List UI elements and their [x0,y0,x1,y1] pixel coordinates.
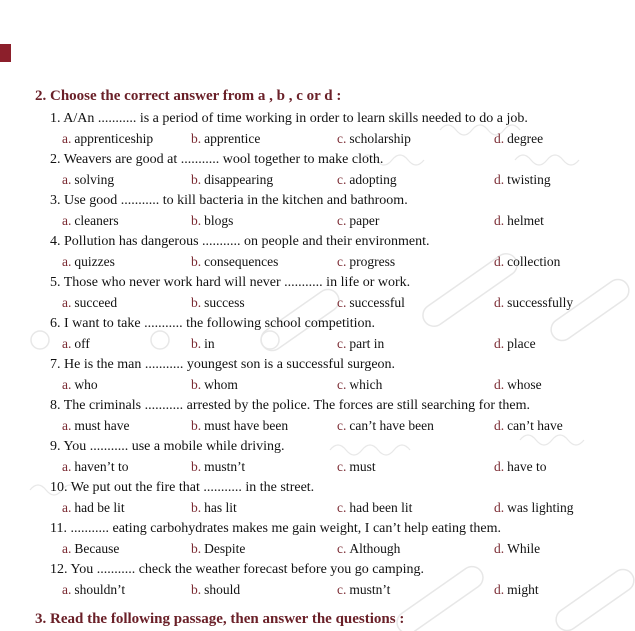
option-letter: a. [62,582,72,597]
option-text: apprentice [204,131,261,146]
option-letter: c. [337,254,347,269]
question-12: 12. You ........... check the weather forecast before you go camping. [50,562,425,577]
option-letter: a. [62,254,72,269]
question-9-option-d[interactable] [494,459,547,475]
option-text: was lighting [507,500,574,515]
option-letter: a. [62,459,72,474]
option-text: shouldn’t [74,582,126,597]
question-2: 2. Weavers are good at ........... wool together to make cloth. [50,152,384,167]
question-9-option-c[interactable] [337,459,376,475]
question-9-option-b[interactable] [191,459,245,475]
option-letter: a. [62,213,72,228]
question-4-option-b[interactable] [191,254,278,270]
question-1-option-c[interactable] [337,131,411,147]
question-1-option-d[interactable] [494,131,543,147]
option-letter: b. [191,582,202,597]
question-4: 4. Pollution has dangerous ........... on people and their environment. [50,234,430,249]
question-6-option-c[interactable] [337,336,384,352]
option-letter: d. [494,500,505,515]
option-letter: b. [191,254,202,269]
question-11-option-b[interactable] [191,541,245,557]
option-letter: b. [191,172,202,187]
question-7-option-a[interactable] [62,377,98,393]
option-letter: a. [62,541,72,556]
option-text: whom [204,377,238,392]
option-text: might [507,582,539,597]
option-letter: c. [337,459,347,474]
option-text: apprenticeship [74,131,154,146]
option-text: adopting [349,172,397,187]
option-text: who [74,377,98,392]
option-text: Because [74,541,120,556]
question-12-option-c[interactable] [337,582,390,598]
question-3-option-b[interactable] [191,213,233,229]
option-text: whose [507,377,542,392]
option-text: collection [507,254,561,269]
option-text: blogs [204,213,234,228]
option-letter: c. [337,131,347,146]
option-letter: a. [62,336,72,351]
question-6-option-d[interactable] [494,336,536,352]
option-letter: b. [191,459,202,474]
option-letter: a. [62,172,72,187]
option-text: must have [74,418,130,433]
option-text: While [507,541,541,556]
option-text: must have been [204,418,289,433]
option-letter: b. [191,295,202,310]
question-2-option-c[interactable] [337,172,397,188]
option-letter: c. [337,213,347,228]
option-text: have to [507,459,547,474]
option-text: twisting [507,172,551,187]
option-text: consequences [204,254,279,269]
question-2-option-a[interactable] [62,172,114,188]
question-11: 11. ........... eating carbohydrates makes me gain weight, I can’t help eating them. [50,521,501,536]
question-4-option-c[interactable] [337,254,395,270]
option-letter: c. [337,377,347,392]
option-letter: b. [191,213,202,228]
question-7-option-c[interactable] [337,377,382,393]
question-2-option-b[interactable] [191,172,273,188]
option-letter: b. [191,377,202,392]
option-letter: c. [337,172,347,187]
option-text: mustn’t [349,582,391,597]
option-letter: c. [337,295,347,310]
question-10-option-d[interactable] [494,500,574,516]
option-text: cleaners [74,213,119,228]
question-5: 5. Those who never work hard will never ........... in life or work. [50,275,411,290]
question-5-option-a[interactable] [62,295,117,311]
option-text: has lit [204,500,237,515]
option-text: place [507,336,536,351]
question-11-option-d[interactable] [494,541,540,557]
question-9: 9. You ........... use a mobile while driving. [50,439,285,454]
option-letter: a. [62,377,72,392]
option-text: can’t have [507,418,563,433]
option-text: successfully [507,295,574,310]
option-text: which [349,377,383,392]
question-12-option-b[interactable] [191,582,240,598]
option-letter: d. [494,131,505,146]
option-letter: a. [62,295,72,310]
question-7: 7. He is the man ........... youngest son is a successful surgeon. [50,357,396,372]
option-text: part in [349,336,385,351]
question-10-option-c[interactable] [337,500,412,516]
question-7-option-b[interactable] [191,377,238,393]
option-letter: c. [337,500,347,515]
question-1-option-b[interactable] [191,131,260,147]
option-text: scholarship [349,131,411,146]
option-letter: a. [62,418,72,433]
question-3: 3. Use good ........... to kill bacteria in the kitchen and bathroom. [50,193,408,208]
question-5-option-b[interactable] [191,295,245,311]
section-3-title: 3. Read the following passage, then answer the questions : [35,611,405,627]
option-text: degree [507,131,544,146]
question-8-option-d[interactable] [494,418,563,434]
option-letter: d. [494,418,505,433]
option-letter: d. [494,254,505,269]
question-3-option-a[interactable] [62,213,119,229]
question-2-option-d[interactable] [494,172,551,188]
question-6: 6. I want to take ........... the following school competition. [50,316,376,331]
option-letter: d. [494,213,505,228]
question-7-option-d[interactable] [494,377,542,393]
question-10-option-a[interactable] [62,500,125,516]
option-letter: b. [191,336,202,351]
option-letter: a. [62,500,72,515]
option-text: successful [349,295,405,310]
question-12-option-d[interactable] [494,582,539,598]
question-11-option-a[interactable] [62,541,119,557]
option-text: progress [349,254,396,269]
option-text: can’t have been [349,418,434,433]
option-letter: b. [191,131,202,146]
question-6-option-a[interactable] [62,336,90,352]
question-8-option-b[interactable] [191,418,288,434]
question-1: 1. A/An ........... is a period of time working in order to learn skills needed to do a job. [50,111,528,126]
option-letter: c. [337,541,347,556]
option-letter: d. [494,582,505,597]
question-8-option-a[interactable] [62,418,130,434]
question-11-option-c[interactable] [337,541,400,557]
question-8-option-c[interactable] [337,418,434,434]
option-letter: d. [494,541,505,556]
option-letter: c. [337,582,347,597]
question-3-option-d[interactable] [494,213,544,229]
question-10-option-b[interactable] [191,500,237,516]
option-letter: c. [337,418,347,433]
option-text: succeed [74,295,118,310]
option-text: Despite [204,541,246,556]
option-letter: d. [494,295,505,310]
question-12-option-a[interactable] [62,582,125,598]
question-9-option-a[interactable] [62,459,129,475]
option-text: helmet [507,213,544,228]
option-text: haven’t to [74,459,129,474]
question-3-option-c[interactable] [337,213,379,229]
option-text: solving [74,172,115,187]
option-text: paper [349,213,380,228]
option-letter: b. [191,541,202,556]
option-text: should [204,582,241,597]
section-2-title: 2. Choose the correct answer from a , b , c or d : [35,88,342,104]
option-text: must [349,459,376,474]
option-text: disappearing [204,172,274,187]
option-letter: d. [494,172,505,187]
option-letter: d. [494,336,505,351]
question-10: 10. We put out the fire that ........... in the street. [50,480,315,495]
question-5-option-d[interactable] [494,295,573,311]
option-letter: b. [191,418,202,433]
option-letter: c. [337,336,347,351]
question-4-option-d[interactable] [494,254,560,270]
question-6-option-b[interactable] [191,336,215,352]
question-5-option-c[interactable] [337,295,405,311]
option-letter: d. [494,459,505,474]
option-letter: d. [494,377,505,392]
option-letter: b. [191,500,202,515]
option-text: had been lit [349,500,413,515]
option-text: quizzes [74,254,115,269]
option-letter: a. [62,131,72,146]
option-text: Although [349,541,401,556]
option-text: off [74,336,90,351]
question-4-option-a[interactable] [62,254,115,270]
option-text: success [204,295,245,310]
option-text: in [204,336,215,351]
question-8: 8. The criminals ........... arrested by the police. The forces are still searching for them. [50,398,530,413]
question-1-option-a[interactable] [62,131,153,147]
option-text: mustn’t [204,459,246,474]
option-text: had be lit [74,500,125,515]
